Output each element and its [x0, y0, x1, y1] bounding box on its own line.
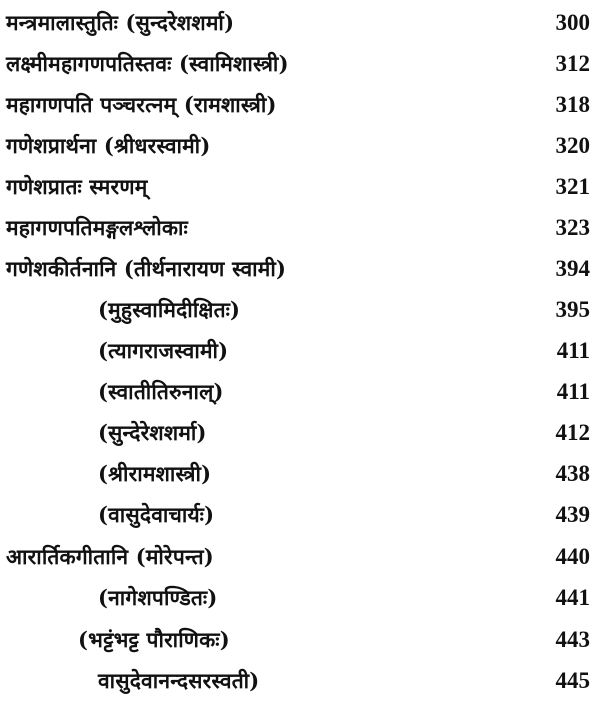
- toc-entry-page: 321: [555, 174, 590, 199]
- toc-entry-title: (श्रीरामशास्त्री): [98, 461, 212, 486]
- toc-entry: [0, 661, 600, 701]
- toc-entry: [0, 167, 600, 207]
- toc-entry-title: (मुहुस्वामिदीक्षितः): [98, 297, 241, 322]
- toc-entry-page: 312: [555, 51, 590, 76]
- toc-entry-page: 443: [555, 627, 590, 652]
- toc-entry: [0, 44, 600, 84]
- toc-entry-page: 439: [555, 502, 590, 527]
- toc-entry-title: गणेशप्रातः स्मरणम्: [6, 174, 148, 199]
- toc-entry: [0, 3, 600, 43]
- toc-entry-page: 300: [555, 10, 590, 35]
- toc-entry-title: (वासुदेवाचार्यः): [98, 502, 215, 527]
- toc-entry-title: (त्यागराजस्वामी): [98, 338, 229, 363]
- toc-entry: [0, 372, 600, 412]
- toc-entry-title: गणेशकीर्तनानि (तीर्थनारायण स्वामी): [6, 256, 287, 281]
- toc-entry: [0, 578, 600, 618]
- toc-entry-page: 323: [555, 215, 590, 240]
- toc-entry-title: (सुन्देरेशशर्मा): [98, 420, 207, 445]
- toc-entry-page: 441: [555, 585, 590, 610]
- toc-entry-page: 395: [555, 297, 590, 322]
- toc-entry: [0, 85, 600, 125]
- toc-entry-page: 411: [556, 379, 590, 404]
- toc-entry-title: (स्वातीतिरुनाल्): [98, 379, 224, 404]
- toc-entry-title: (नागेशपण्डितः): [98, 585, 218, 610]
- toc-entry-page: 445: [555, 668, 590, 693]
- toc-entry: [0, 495, 600, 535]
- toc-entry: [0, 413, 600, 453]
- toc-entry-page: 438: [555, 461, 590, 486]
- toc-entry: [0, 454, 600, 494]
- toc-entry-title: महागणपतिमङ्गलश्लोकाः: [6, 215, 188, 240]
- toc-entry-title: मन्त्रमालास्तुतिः (सुन्दरेशशर्मा): [6, 10, 235, 35]
- toc-entry-page: 411: [556, 338, 590, 363]
- toc-entry-title: वासुदेवानन्दसरस्वती): [98, 668, 260, 693]
- toc-entry-page: 440: [555, 544, 590, 569]
- toc-entry: [0, 290, 600, 330]
- toc-entry: [0, 126, 600, 166]
- toc-entry: [0, 249, 600, 289]
- toc-entry: [0, 331, 600, 371]
- toc-entry-page: 318: [555, 92, 590, 117]
- toc-entry-page: 320: [555, 133, 590, 158]
- toc-entry-title: महागणपति पञ्चरत्नम् (रामशास्त्री): [6, 92, 277, 117]
- toc-entry-page: 412: [555, 420, 590, 445]
- toc-entry-title: आरार्तिकगीतानि (मोरेपन्त): [6, 544, 214, 569]
- toc-entry-title: लक्ष्मीमहागणपतिस्तवः (स्वामिशास्त्री): [6, 51, 289, 76]
- toc-entry: [0, 208, 600, 248]
- toc-entry-page: 394: [555, 256, 590, 281]
- toc-entry: [0, 620, 600, 660]
- toc-entry: [0, 537, 600, 577]
- toc-entry-title: गणेशप्रार्थना (श्रीधरस्वामी): [6, 133, 211, 158]
- toc-entry-title: (भट्टंभट्ट पौराणिकः): [78, 627, 230, 652]
